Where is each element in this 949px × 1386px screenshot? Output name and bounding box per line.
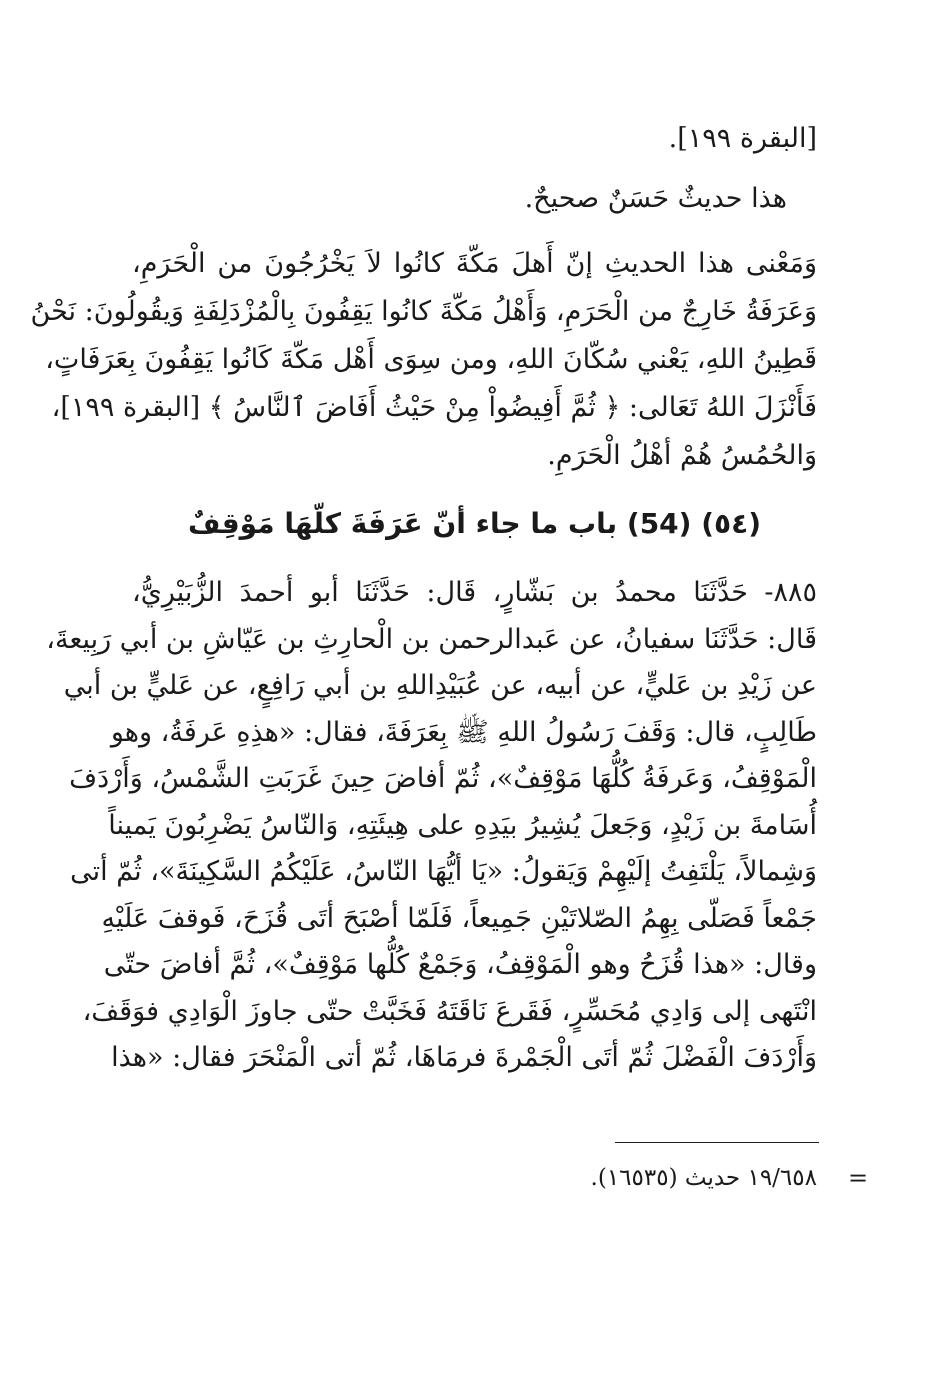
hadith-line: وَأَرْدَفَ الْفَضْلَ ثُمّ أتَى الْجَمْرةَ فرمَاهَا، ثُمّ أتى الْمَنْحَرَ فقال: «هذا xyxy=(111,1042,817,1073)
commentary-line: وَعَرَفَةُ خَارِجٌ من الْحَرَمِ، وَأَهْلُ مَكّةَ كانُوا يَقِفُونَ بِالْمُزْدَلِفَةِ وَيقُولُونَ: نَحْنُ xyxy=(30,296,817,327)
hadith-line: ٨٨٥- حَدَّثَنَا محمدُ بن بَشّارٍ، قَال: حَدَّثَنَا أبو أحمدَ الزُّبَيْرِيُّ، xyxy=(132,577,817,608)
hadith-line: عن زَيْدِ بن عَليٍّ، عن أبيه، عن عُبَيْدِاللهِ بن أبي رَافِعٍ، عن عَليٍّ بن أبي xyxy=(63,670,817,701)
hadith-grade-text: هذا حديثٌ حَسَنٌ صحيحٌ. xyxy=(524,183,787,214)
hadith-line: قَال: حَدَّثَنَا سفيانُ، عن عَبدالرحمن بن الْحارِثِ بن عَيّاشِ بن أبي رَبِيعةَ، xyxy=(46,623,817,655)
commentary-paragraph xyxy=(30,240,817,480)
reference-text: [البقرة ١٩٩]. xyxy=(668,123,817,154)
hadith-line: جَمْعاً فَصَلّى بِهِمُ الصّلاتَيْنِ جَمِيعاً، فَلَمّا أصْبَحَ أتَى قُزَحَ، فَوقفَ عَلَيْهِ xyxy=(101,902,817,934)
hadith-line: وَشِمالاً، يَلْتَفِتُ إلَيْهِمْ وَيَقولُ: «يَا أيُّهَا النّاسُ، عَلَيْكُمُ السَّكِينَةَ»، ثُمّ أتى xyxy=(70,856,817,887)
commentary-line: وَالحُمُسُ هُمْ أهْلُ الْحَرَمِ. xyxy=(547,440,817,471)
commentary-line: وَمَعْنى هذا الحديثِ إنّ أَهلَ مَكّةَ كانُوا لاَ يَخْرُجُونَ من الْحَرَمِ، xyxy=(132,248,817,279)
quran-reference xyxy=(132,115,817,163)
footnote-text: ١٩/٦٥٨ حديث (١٦٥٣٥). xyxy=(590,1165,817,1191)
hadith-line: أُسَامةَ بن زَيْدٍ، وَجَعلَ يُشِيرُ بيَدِهِ على هِيئَتِهِ، وَالنّاسُ يَضْرِبُونَ يَميناً xyxy=(108,809,817,841)
chapter-heading: (٥٤) (54) باب ما جاء أنّ عَرَفَةَ كلّهَا مَوْقِفٌ xyxy=(188,507,761,540)
commentary-line: قَطِينُ اللهِ، يَعْني سُكّانَ اللهِ، ومن سِوَى أَهْل مَكّةَ كَانُوا يَقِفُونَ بِعَرَفَاتٍ، xyxy=(45,344,817,375)
commentary-line: فَأَنْزَلَ اللهُ تَعَالى: ﴿ ثُمَّ أَفِيضُواْ مِنْ حَيْثُ أَفَاضَ ٱلنَّاسُ ﴾ [البقرة ١٩٩]، xyxy=(51,392,817,423)
hadith-line: وقال: «هذا قُزَحُ وهو الْمَوْقِفُ، وَجَمْعٌ كُلُّها مَوْقِفٌ»، ثُمَّ أفاضَ حتّى xyxy=(103,949,817,980)
hadith-line: طَالِبٍ، قال: وَقَفَ رَسُولُ اللهِ ﷺ بِعَرَفَةَ، فقال: «هذِهِ عَرفَةُ، وهو xyxy=(110,716,817,748)
continuation-mark: = xyxy=(848,1164,869,1192)
hadith-line: انْتَهى إلى وَادِي مُحَسِّرٍ، فَقَرعَ نَاقَتَهُ فَخَبَّتْ حتّى جاوزَ الْوَادِي فوَقَفَ، xyxy=(82,995,817,1027)
hadith-grade-note xyxy=(132,175,817,223)
hadith-885-paragraph xyxy=(46,570,817,1082)
footnote-divider xyxy=(615,1142,819,1143)
hadith-line: الْمَوْقِفُ، وَعَرفَةُ كُلُّهَا مَوْقِفٌ»، ثُمّ أفاضَ حِينَ غَرَبَتِ الشَّمْسُ، وَأَرْدَفَ xyxy=(69,763,817,794)
